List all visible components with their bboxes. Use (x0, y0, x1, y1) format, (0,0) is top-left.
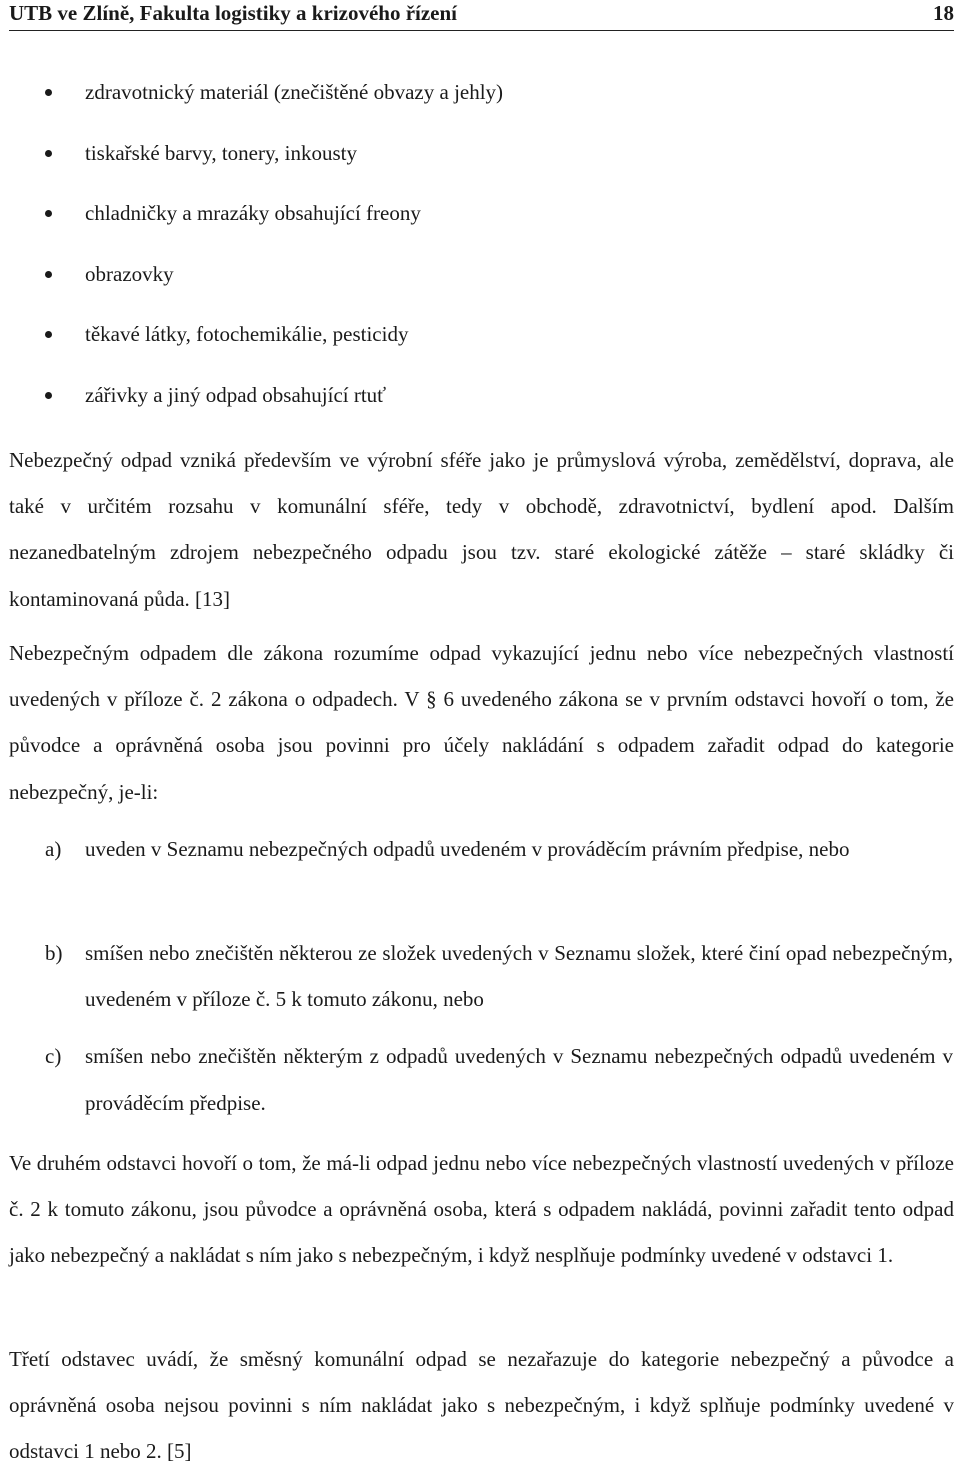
item-label: b) (45, 940, 63, 965)
list-item (0, 1033, 960, 1137)
criteria-list (0, 826, 960, 1137)
paragraph-law-definition: Nebezpečným odpadem dle zákona rozumíme odpad vykazující jednu nebo více nebezpečných vlastností uvedených v příloze č. 2 zákona o odpadech. V § 6 uvedeného zákona se v prvním odstavci hovoří o tom, že původce a oprávněná osoba jsou povinni pro účely nakládání s odpadem zařadit odpad do kategorie nebezpečný, je-li: (9, 641, 954, 804)
list-item (0, 192, 960, 253)
item-text: uveden v Seznamu nebezpečných odpadů uvedeném v prováděcím právním předpise, nebo (85, 837, 850, 861)
bullet-text: obrazovky (85, 261, 174, 286)
bullet-icon (45, 271, 52, 278)
hazardous-waste-bullet-list (0, 71, 960, 434)
bullet-text: zdravotnický materiál (znečištěné obvazy a jehly) (85, 80, 504, 104)
paragraph-second-clause: Ve druhém odstavci hovoří o tom, že má-li odpad jednu nebo více nebezpečných vlastností uvedených v příloze č. 2 k tomuto zákonu, jsou původce a oprávněná osoba, která s odpadem nakládá, povinni zařadit tento odpad jako nebezpečný a nakládat s ním jako s nebezpečným, i když nesplňuje podmínky uvedené v odstavci 1. (9, 1151, 954, 1268)
bullet-text: těkavé látky, fotochemikálie, pesticidy (85, 322, 409, 346)
item-text: smíšen nebo znečištěn některým z odpadů uvedených v Seznamu nebezpečných odpadů uvedeném v prováděcím předpise. (85, 1044, 953, 1115)
bullet-icon (45, 210, 52, 217)
item-label: c) (45, 1044, 62, 1069)
list-item (0, 930, 960, 1034)
list-item (0, 313, 960, 374)
bullet-icon (45, 89, 52, 96)
bullet-text: tiskařské barvy, tonery, inkousty (85, 140, 357, 165)
bullet-icon (45, 150, 52, 157)
bullet-text: zářivky a jiný odpad obsahující rtuť (85, 382, 387, 407)
page-number: 18 (933, 1, 954, 25)
paragraph-third-clause: Třetí odstavec uvádí, že směsný komunální odpad se nezařazuje do kategorie nebezpečný a původce a oprávněná osoba nejsou povinni s ním nakládat jako s nebezpečným, i když splňuje podmínky uvedené v odstavci 1 nebo 2. [5] (9, 1347, 954, 1464)
page-header (9, 0, 954, 31)
paragraph-sources: Nebezpečný odpad vzniká především ve výrobní sféře jako je průmyslová výroba, zemědělství, doprava, ale také v určitém rozsahu v komunální sféře, tedy v obchodě, zdravotnictví, bydlení apod. Dalším nezanedbatelným zdrojem nebezpečného odpadu jsou tzv. staré ekologické zátěže – staré skládky či kontaminovaná půda. [13] (9, 448, 954, 611)
list-item (0, 253, 960, 314)
bullet-icon (45, 392, 52, 399)
list-item (0, 71, 960, 132)
item-label: a) (45, 837, 62, 861)
item-text: smíšen nebo znečištěn některou ze složek uvedených v Seznamu složek, které činí opad nebezpečným, uvedeném v příloze č. 5 k tomuto zákonu, nebo (85, 940, 953, 1011)
bullet-text: chladničky a mrazáky obsahující freony (85, 201, 421, 225)
bullet-icon (45, 331, 52, 338)
header-title: UTB ve Zlíně, Fakulta logistiky a krizového řízení (9, 1, 458, 25)
list-item (0, 132, 960, 193)
list-item (0, 374, 960, 435)
list-item (0, 826, 960, 930)
